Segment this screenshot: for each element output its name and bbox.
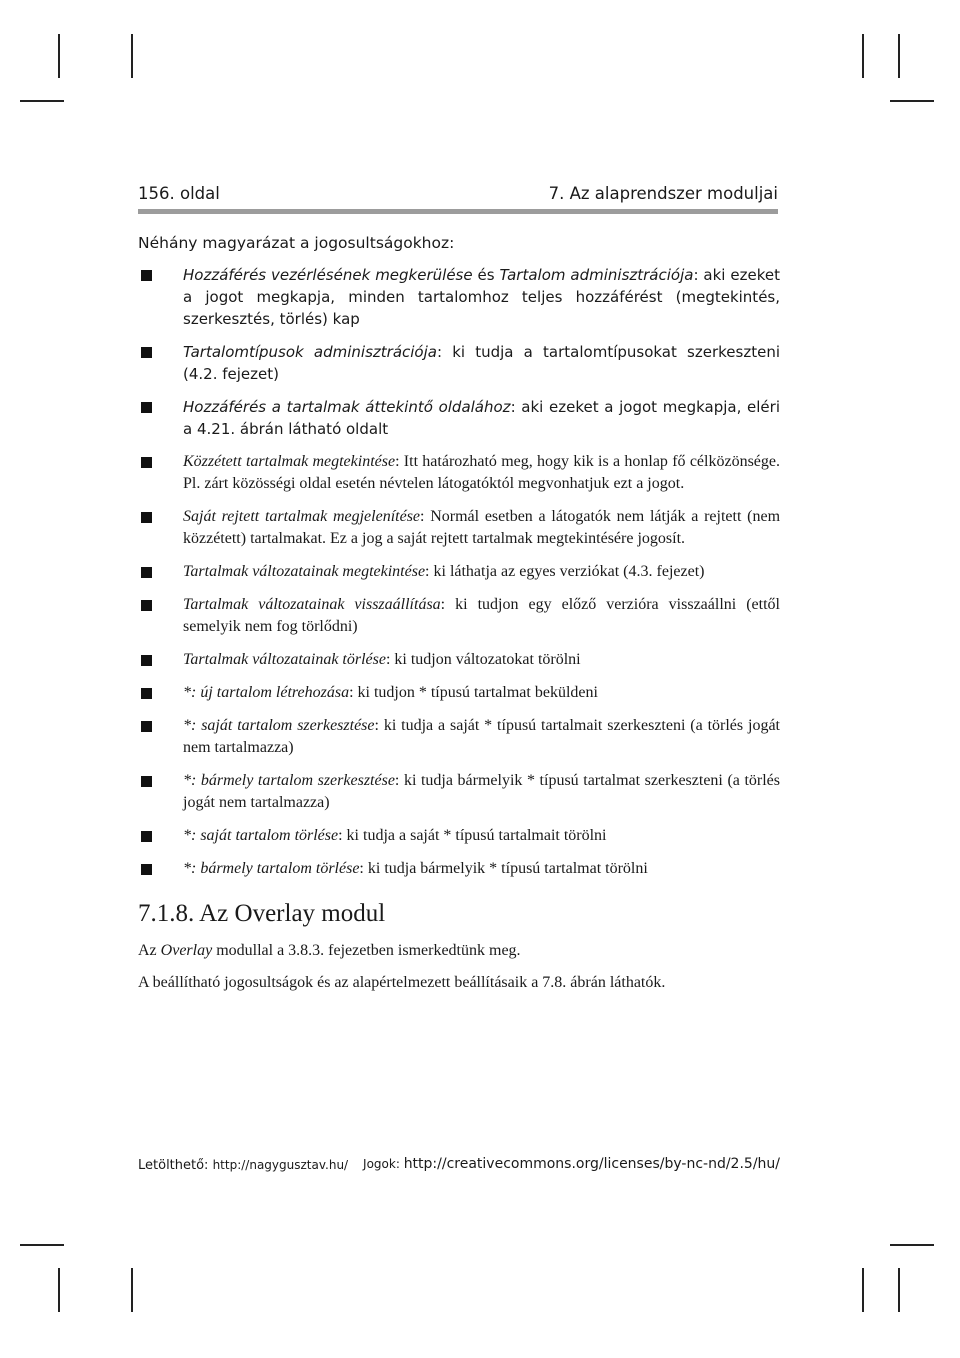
list-text: : ki tudjon * típusú tartalmat beküldeni [349,684,598,701]
square-bullet-icon [141,864,152,875]
permission-term: Hozzáférés vezérlésének megkerülése [183,266,473,284]
list-item [138,341,780,385]
list-text: : ki tudja bármelyik * típusú tartalmat szerkeszteni (a törlés jogát nem tartalmazza) [183,772,780,811]
page-number: 156. oldal [138,184,220,203]
list-text: : ki tudjon egy előző verzióra visszaállni (ettől semelyik nem fog törlődni) [183,596,780,635]
module-name: Overlay [160,942,213,959]
permission-term: Közzétett tartalmak megtekintése [183,453,396,470]
permission-term: *: bármely tartalom szerkesztése [183,772,395,789]
license-link[interactable]: http://creativecommons.org/licenses/by-nc-nd/2.5/hu/ [403,1156,780,1172]
section-paragraph: A beállítható jogosultságok és az alapértelmezett beállításaik a 7.8. ábrán láthatók. [138,974,666,991]
square-bullet-icon [141,270,152,281]
list-item [138,825,780,847]
list-text: : Itt határozható meg, hogy kik is a honlap fő célközönsége. Pl. zárt közösségi oldal esetén névtelen látogatóktól megvonhatjuk ezt a jogot. [183,453,780,492]
list-text: : ki láthatja az egyes verziókat (4.3. fejezet) [425,563,705,580]
crop-mark [131,34,133,78]
list-item [138,649,780,671]
download-link[interactable]: http://nagygusztav.hu/ [212,1158,349,1172]
page-header [138,180,778,208]
permission-term: Tartalmak változatainak törlése [183,651,386,668]
list-text: : aki ezeket a jogot megkapja, eléri a 4.21. ábrán látható oldalt [183,398,780,438]
license-label: Jogok: [363,1157,404,1171]
permission-term: Tartalom adminisztrációja [499,266,694,284]
square-bullet-icon [141,600,152,611]
crop-mark [131,1268,133,1312]
permission-term: Tartalomtípusok adminisztrációja [183,343,437,361]
list-item [138,770,780,814]
list-item [138,506,780,550]
square-bullet-icon [141,721,152,732]
intro-text: Néhány magyarázat a jogosultságokhoz: [138,234,455,252]
list-item [138,396,780,440]
permission-term: *: saját tartalom törlése [183,827,339,844]
permission-term: Saját rejtett tartalmak megjelenítése [183,508,421,525]
crop-mark [898,34,900,78]
square-bullet-icon [141,688,152,699]
list-item [138,858,780,880]
paragraph-text: modullal a 3.8.3. fejezetben ismerkedtünk meg. [212,942,521,959]
list-item [138,561,780,583]
page-footer [138,1156,780,1178]
list-text: : ki tudja a saját * típusú tartalmait szerkeszteni (a törlés jogát nem tartalmazza) [183,717,780,756]
list-item [138,594,780,638]
crop-mark [20,100,64,102]
list-text: : ki tudja a saját * típusú tartalmait törölni [338,827,607,844]
chapter-title: 7. Az alaprendszer moduljai [548,184,778,203]
square-bullet-icon [141,512,152,523]
square-bullet-icon [141,457,152,468]
permission-term: *: bármely tartalom törlése [183,860,360,877]
square-bullet-icon [141,347,152,358]
square-bullet-icon [141,567,152,578]
square-bullet-icon [141,831,152,842]
crop-mark [58,34,60,78]
header-rule [138,209,778,214]
license-info [363,1156,780,1172]
permission-term: *: új tartalom létrehozása [183,684,350,701]
permission-term: *: saját tartalom szerkesztése [183,717,375,734]
list-text: : ki tudja a tartalomtípusokat szerkeszteni (4.2. fejezet) [183,343,780,383]
list-item [138,451,780,495]
page-content [138,234,780,1004]
permission-term: Tartalmak változatainak megtekintése [183,563,426,580]
list-item [138,682,780,704]
list-text: : ki tudja bármelyik * típusú tartalmat törölni [359,860,648,877]
section-heading: 7.1.8. Az Overlay modul [138,900,386,927]
crop-mark [862,1268,864,1312]
square-bullet-icon [141,402,152,413]
list-text: : ki tudjon változatokat törölni [385,651,581,668]
crop-mark [890,100,934,102]
crop-mark [58,1268,60,1312]
permission-term: Hozzáférés a tartalmak áttekintő oldalához [183,398,511,416]
list-text: : Normál esetben a látogatók nem látják a rejtett (nem közzétett) tartalmakat. Ez a jog a saját rejtett tartalmak megtekintésére jogosít. [183,508,781,547]
permission-term: Tartalmak változatainak visszaállítása [183,596,441,613]
permission-list [138,264,780,880]
crop-mark [20,1244,64,1246]
download-info [138,1158,348,1173]
list-text: : aki ezeket a jogot megkapja, minden tartalomhoz teljes hozzáférést (megtekintés, szerkesztés, törlés) kap [183,266,780,328]
square-bullet-icon [141,655,152,666]
download-label: Letölthető: [138,1158,213,1173]
crop-mark [898,1268,900,1312]
square-bullet-icon [141,776,152,787]
list-text: és [472,266,500,284]
section-paragraph [138,940,780,962]
crop-mark [890,1244,934,1246]
list-item [138,264,780,330]
list-item [138,715,780,759]
paragraph-text: Az [138,942,161,959]
crop-mark [862,34,864,78]
